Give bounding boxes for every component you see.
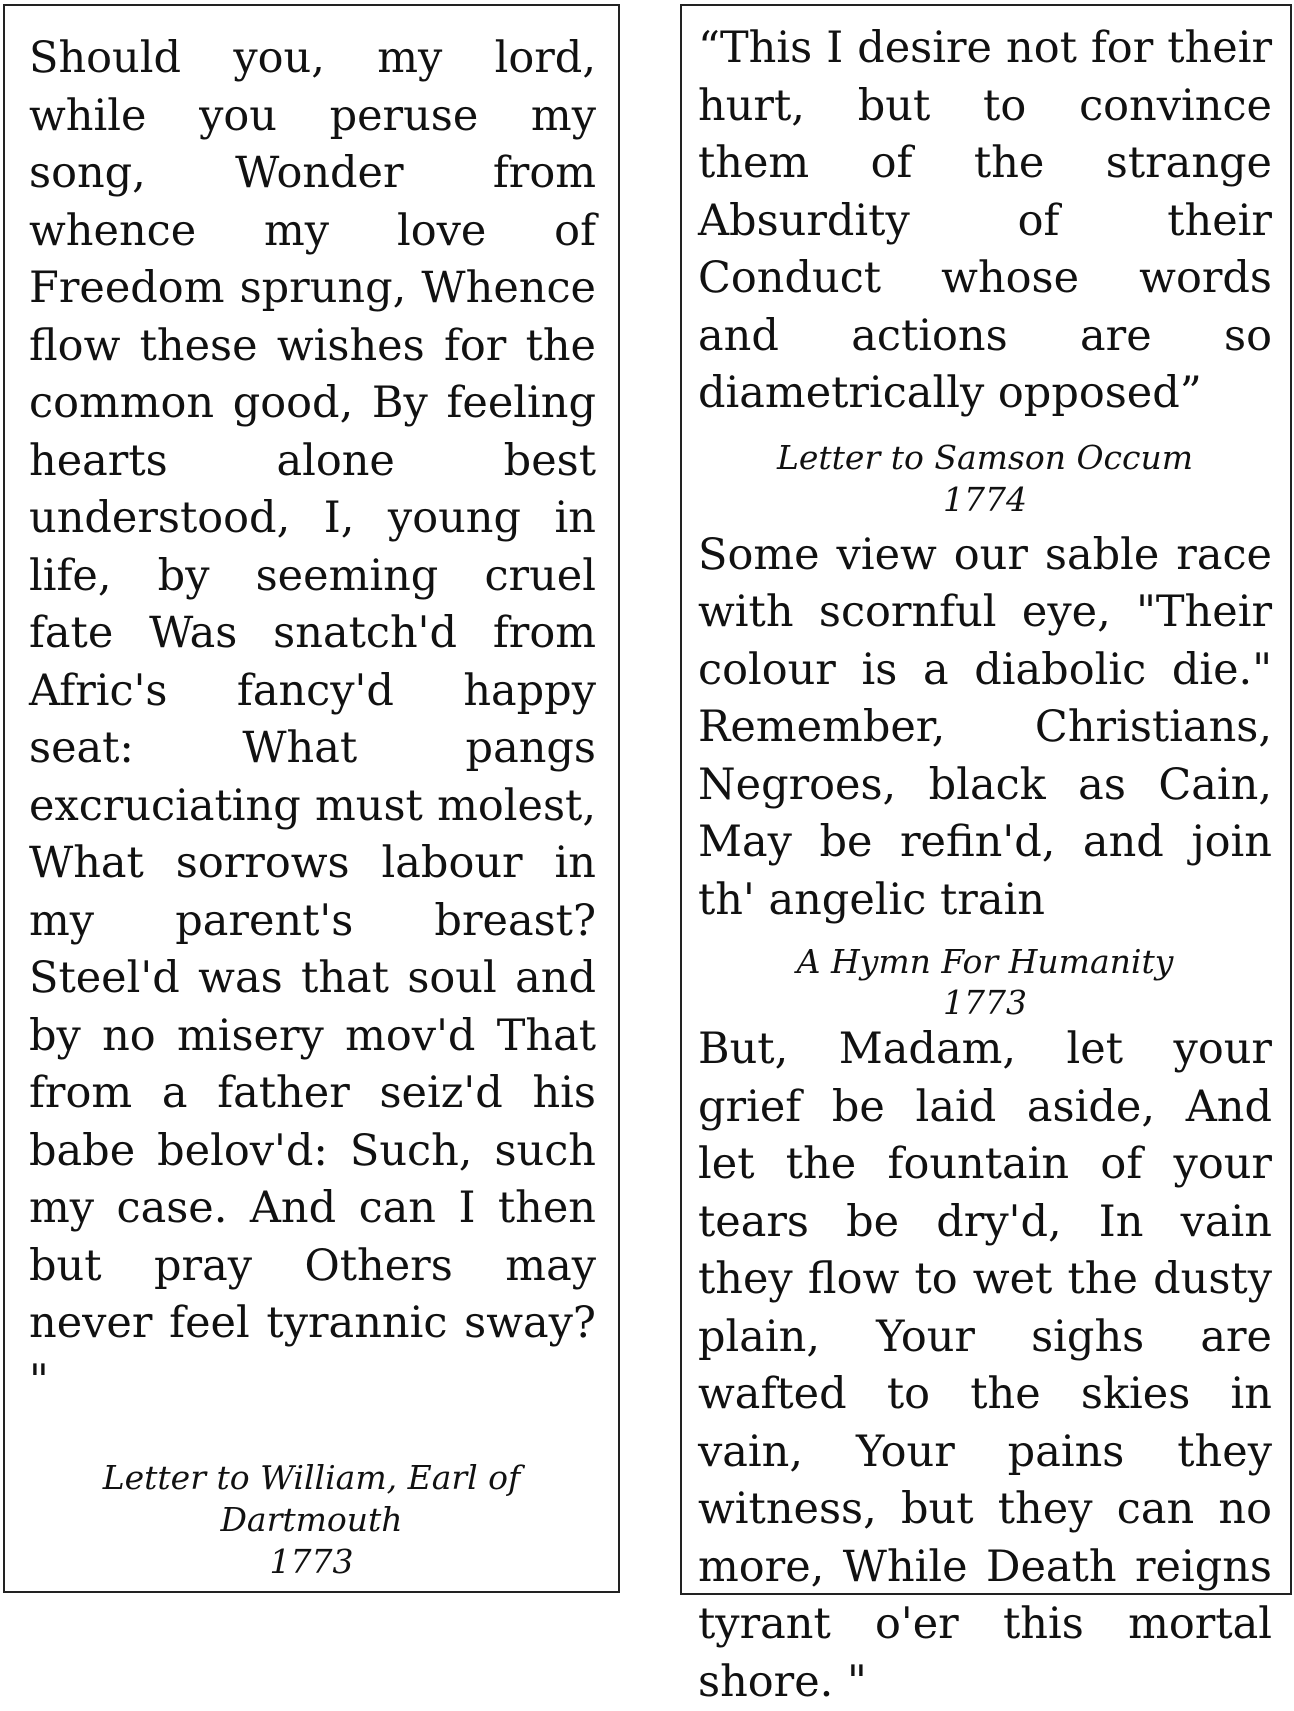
quote-attribution (698, 941, 1272, 1023)
right-quote-panel (680, 4, 1292, 1707)
quote-text: But, Madam, let your grief be laid aside, And let the fountain of your tears be dry'd, In vain they flow to wet the dusty plain, Your sighs are wafted to the skies in vain, Your pains they witness, but they can no more, While Death reigns tyrant o'er this mortal shore. " (698, 1024, 1272, 1707)
quote-text: Should you, my lord, while you peruse my song, Wonder from whence my love of Freedom sprung, Whence flow these wishes for the common good, By feeling hearts alone best understood, I, young in life, by seeming cruel fate Was snatch'd from Afric's fancy'd happy seat: What pangs excruciating must molest, What sorrows labour in my parent's breast? Steel'd was that soul and by no misery mov'd That from a father seiz'd his babe belov'd: Such, such my case. And can I then but pray Others may never feel tyrannic sway? " (29, 33, 596, 1406)
quote-text: “This I desire not for their hurt, but to convince them of the strange Absurdity of their Conduct whose words and actions are so diametrically opposed” (698, 23, 1272, 418)
attribution-year: 1774 (943, 479, 1027, 519)
quote-text: Some view our sable race with scornful eye, "Their colour is a diabolic die." Remember, Christians, Negroes, black as Cain, May be refin'd, and join th' angelic train (698, 529, 1272, 925)
quote-attribution (698, 437, 1272, 521)
attribution-source: A Hymn For Humanity (796, 942, 1174, 981)
attribution-year: 1773 (269, 1542, 354, 1581)
attribution-source-continued: Dartmouth (220, 1500, 403, 1539)
left-quote-panel (3, 4, 620, 1593)
attribution-source: Letter to William, Earl of (102, 1458, 521, 1497)
attribution-source: Letter to Samson Occum (776, 437, 1194, 477)
attribution-year: 1773 (943, 983, 1027, 1022)
quote-attribution (45, 1457, 578, 1583)
